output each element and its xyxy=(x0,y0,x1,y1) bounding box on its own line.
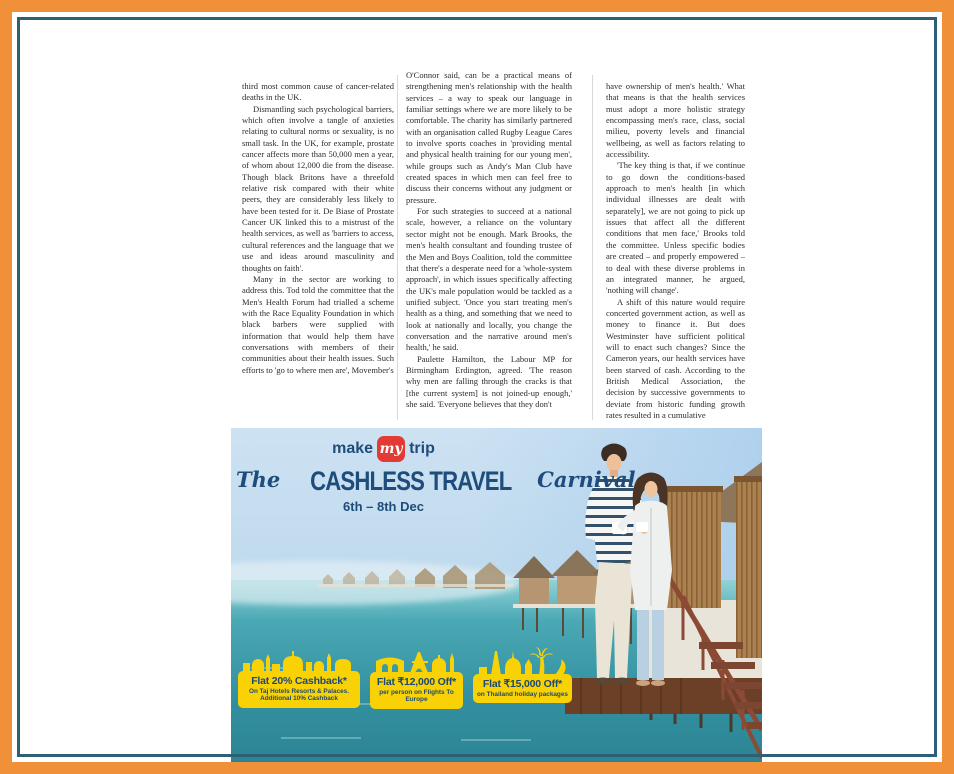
taj-palace-skyline-icon xyxy=(243,647,355,672)
offer-title: Flat ₹12,000 Off* xyxy=(376,676,457,688)
offer-subtitle: on Thailand holiday packages xyxy=(477,691,568,698)
article-paragraph: third most common cause of cancer-related deaths in the UK. xyxy=(242,81,394,103)
article-paragraph: A shift of this nature would require concerted government action, as well as money to finance it. But does Westminster have sufficient political will to enact such changes? Since the Cameron years, our health services have been starved of cash. According to the British Medical Association, the decision by successive governments to deviate from historic funding growth rates resulted in a cumulative xyxy=(606,296,745,420)
makemytrip-logo xyxy=(236,436,531,462)
article-paragraph: For such strategies to succeed at a national scale, however, a reliance on the voluntary sector might not be enough. Mark Brooks, the men's health consultant and founding trustee of the Men and Boys Coalition, told the committee that there's a desperate need for a 'whole-system approach', in which issues specifically affecting the UK's male population would be tackled as a unified subject. 'Once you start treating men's health as a thing, and something that we need to look at nationally and locally, you change the conversation and the narrative around men's health,' he said. xyxy=(406,206,572,353)
article-paragraph: have ownership of men's health.' What that means is that the health services must adopt a more holistic strategy encompassing men's race, class, social milieu, poverty levels and financial wellbeing, as well as factors relating to accessibility. xyxy=(606,81,745,160)
headline-main: CASHLESS TRAVEL xyxy=(309,466,512,496)
ad-dates: 6th – 8th Dec xyxy=(343,499,424,514)
offer-card-europe-flights[interactable] xyxy=(370,647,463,709)
europe-skyline-icon xyxy=(374,647,460,673)
article-column-2 xyxy=(406,70,572,410)
article-column-1 xyxy=(242,81,394,376)
offer-box xyxy=(238,671,360,708)
headline-carnival: Carnival xyxy=(537,467,636,492)
offer-title: Flat 20% Cashback* xyxy=(251,675,347,687)
column-divider xyxy=(397,75,398,420)
ad-headline xyxy=(236,466,636,497)
offer-card-taj-hotels[interactable] xyxy=(238,647,360,708)
article-column-3 xyxy=(606,81,745,421)
logo-word-trip: trip xyxy=(409,440,435,457)
article-paragraph: O'Connor said, can be a practical means of strengthening men's relationship with the health services – a way to speak our language in familiar settings where we are more likely to be comfortable. The charity has similarly partnered with an organisation called Rugby League Cares to involve sports coaches in 'providing mental and physical health training for our young men', while groups such as Andy's Man Club have created spaces in which men can feel free to discuss their concerns without any judgment or pressure. xyxy=(406,70,572,205)
offer-title: Flat ₹15,000 Off* xyxy=(482,678,563,690)
offer-box xyxy=(370,672,463,709)
makemytrip-ad-banner[interactable] xyxy=(231,428,762,764)
headline-the: The xyxy=(236,467,288,492)
offer-card-thailand-packages[interactable] xyxy=(473,647,572,703)
column-divider xyxy=(592,75,593,420)
magazine-page xyxy=(20,20,934,754)
offer-box xyxy=(473,674,572,703)
thailand-skyline-icon xyxy=(477,647,569,675)
article-paragraph: Paulette Hamilton, the Labour MP for Birmingham Erdington, agreed. 'The reason why men are falling through the cracks is that [the current system] is not joined-up enough,' she said. 'Everyone believes that they don't xyxy=(406,353,572,409)
article-paragraph: 'The key thing is that, if we continue to go down the conditions-based approach to men's health [in which individual illnesses are dealt with separately], we are not going to pick up issues that affect all the different conditions that men face,' Brooks told the committee. Unless specific bodies are created – and properly empowered – to deal with these diverse problems in an integrated manner, he argued, 'nothing will change'. xyxy=(606,160,745,296)
my-logo-badge: my xyxy=(377,436,405,462)
offer-subtitle: On Taj Hotels Resorts & Palaces. Additional 10% Cashback xyxy=(248,688,350,703)
offer-subtitle: per person on Flights To Europe xyxy=(379,689,454,704)
article-paragraph: Dismantling such psychological barriers, which often involve a tangle of anxieties relating to cultural norms or sexuality, is no small task. In the UK, for example, prostate cancer affects more than 50,000 men a year, of whom about 12,000 die from the disease. Though black Britons have a threefold relative risk compared with their white peers, they are considerably less likely to have been tested for it. De Biase of Prostate Cancer UK linked this to a mistrust of the health services, as well as 'barriers to access, cultural references and the language that we use and ideas around masculinity and thoughts on faith'. xyxy=(242,103,394,273)
ad-header xyxy=(236,436,636,514)
article-paragraph: Many in the sector are working to address this. Tod told the committee that the Men's Health Forum had trialled a scheme with the Race Equality Foundation in which black barbers were supplied with information that would help them have conversations with members of their communities about their health issues. Such efforts to 'go to where men are', Movember's xyxy=(242,273,394,375)
logo-word-make: make xyxy=(332,440,374,457)
